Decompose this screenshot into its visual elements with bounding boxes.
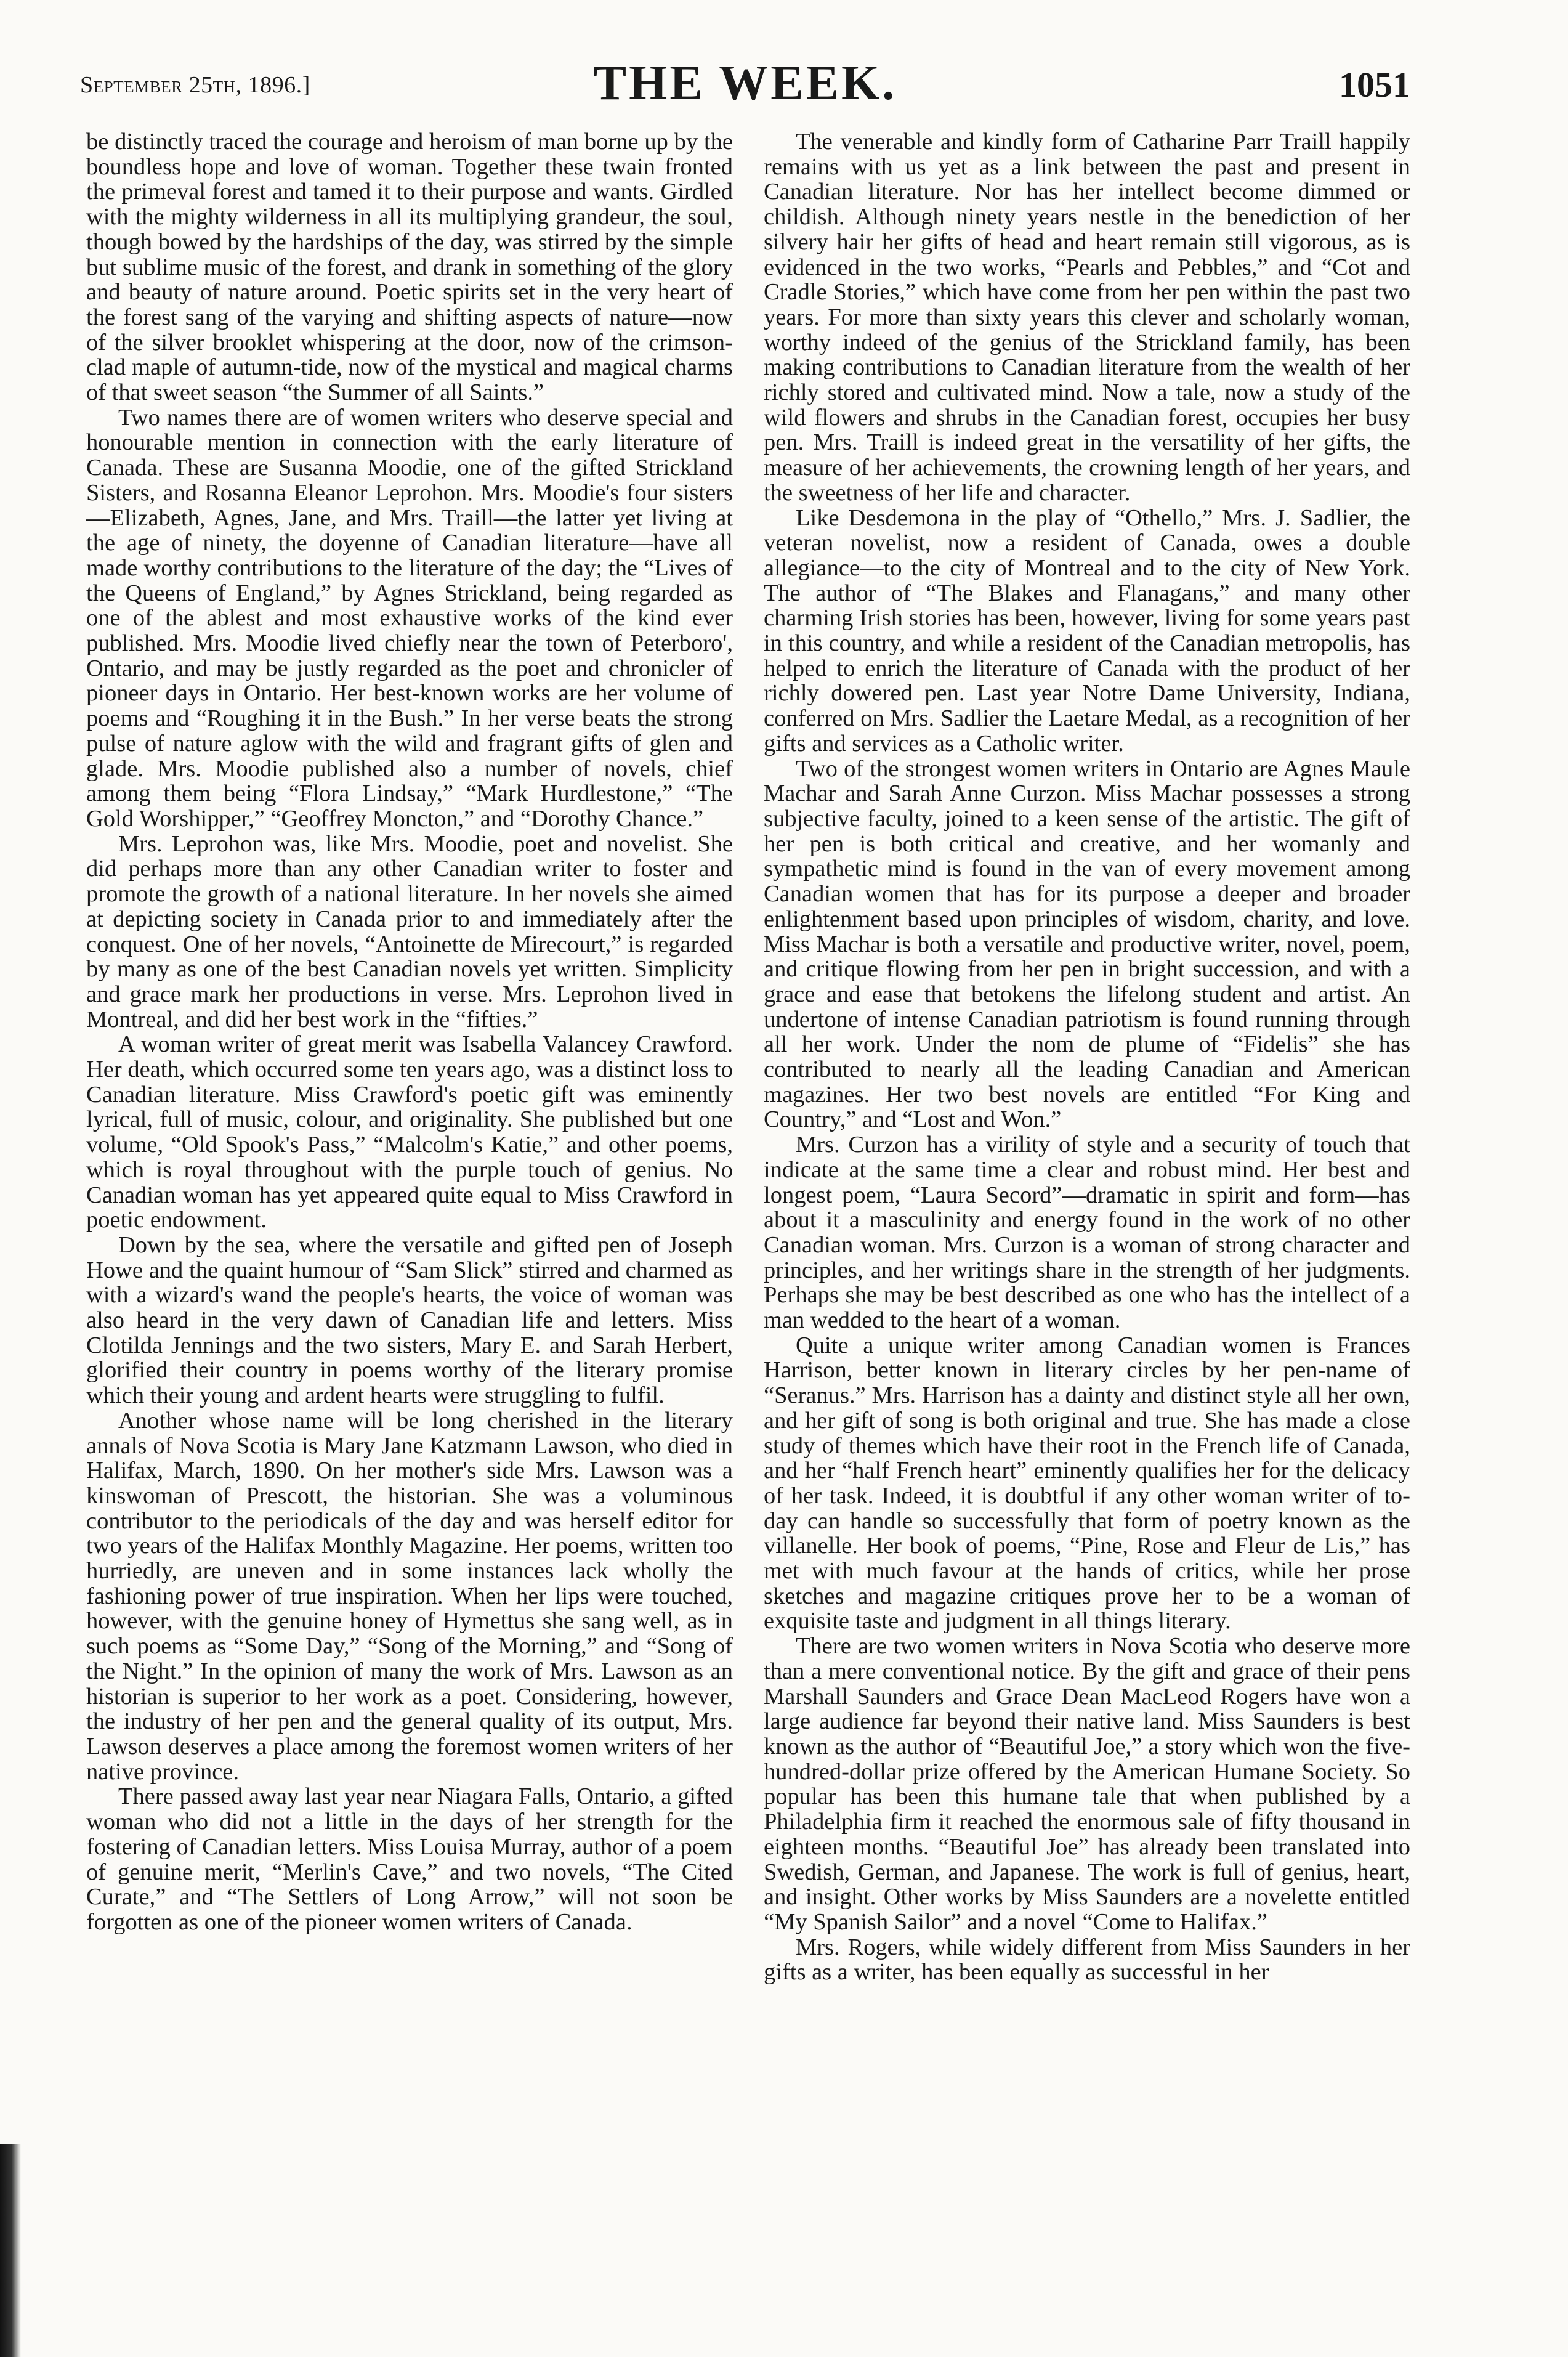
paragraph: There passed away last year near Niagara Falls, Ontario, a gifted woman who did not a little in the days of her strength for the fostering of Canadian letters. Miss Louisa Murray, author of a poem of genuine merit, “Merlin's Cave,” and two novels, “The Cited Curate,” and “The Settlers of Long Arrow,” will not soon be forgotten as one of the pioneer women writers of Canada. xyxy=(86,1783,733,1935)
right-column xyxy=(764,129,1410,2323)
paragraph: Mrs. Leprohon was, like Mrs. Moodie, poet and novelist. She did perhaps more than any other Canadian writer to foster and promote the growth of a national literature. In her novels she aimed at depicting society in Canada prior to and immediately after the conquest. One of her novels, “Antoinette de Mirecourt,” is regarded by many as one of the best Canadian novels yet written. Simplicity and grace mark her productions in verse. Mrs. Leprohon lived in Montreal, and did her best work in the “fifties.” xyxy=(86,830,733,1032)
left-column xyxy=(86,129,733,2323)
masthead-title: THE WEEK. xyxy=(593,56,897,110)
paragraph: Two names there are of women writers who deserve special and honourable mention in connection with the early literature of Canada. These are Susanna Moodie, one of the gifted Strickland Sisters, and Rosanna Eleanor Leprohon. Mrs. Moodie's four sisters—Elizabeth, Agnes, Jane, and Mrs. Traill—the latter yet living at the age of ninety, the doyenne of Canadian literature—have all made worthy contributions to the literature of the day; the “Lives of the Queens of England,” by Agnes Strickland, being regarded as one of the ablest and most exhaustive works of the kind ever published. Mrs. Moodie lived chiefly near the town of Peterboro', Ontario, and may be justly regarded as the poet and chronicler of pioneer days in Ontario. Her best-known works are her volume of poems and “Roughing it in the Bush.” In her verse beats the strong pulse of nature aglow with the wild and fragrant gifts of glen and glade. Mrs. Moodie published also a number of novels, chief among them being “Flora Lindsay,” “Mark Hurdlestone,” “The Gold Worshipper,” “Geoffrey Moncton,” and “Dorothy Chance.” xyxy=(86,404,733,832)
issue-date: September 25th, 1896.] xyxy=(80,72,310,98)
paragraph: Like Desdemona in the play of “Othello,” Mrs. J. Sadlier, the veteran novelist, now a resident of Canada, owes a double allegiance—to the city of Montreal and to the city of New York. The author of “The Blakes and Flanagans,” and many other charming Irish stories has been, however, living for some years past in this country, and while a resident of the Canadian metropolis, has helped to enrich the literature of Canada with the product of her richly dowered pen. Last year Notre Dame University, Indiana, conferred on Mrs. Sadlier the Laetare Medal, as a recognition of her gifts and services as a Catholic writer. xyxy=(764,505,1410,757)
paragraph: Mrs. Rogers, while widely different from Miss Saunders in her gifts as a writer, has been equally as successful in her xyxy=(764,1934,1410,1986)
paragraph: Down by the sea, where the versatile and gifted pen of Joseph Howe and the quaint humour of “Sam Slick” stirred and charmed as with a wizard's wand the people's hearts, the voice of woman was also heard in the very dawn of Canadian life and letters. Miss Clotilda Jennings and the two sisters, Mary E. and Sarah Herbert, glorified their country in poems worthy of the literary promise which their young and ardent hearts were struggling to fulfil. xyxy=(86,1231,733,1409)
paragraph: Quite a unique writer among Canadian women is Frances Harrison, better known in literary circles by her pen-name of “Seranus.” Mrs. Harrison has a dainty and distinct style all her own, and her gift of song is both original and true. She has made a close study of themes which have their root in the French life of Canada, and her “half French heart” eminently qualifies her for the delicacy of her task. Indeed, it is doubtful if any other woman writer of to-day can handle so successfully that form of poetry known as the villanelle. Her book of poems, “Pine, Rose and Fleur de Lis,” has met with much favour at the hands of critics, while her prose sketches and magazine critiques prove her to be a woman of exquisite taste and judgment in all things literary. xyxy=(764,1332,1410,1634)
paragraph: Another whose name will be long cherished in the literary annals of Nova Scotia is Mary Jane Katzmann Lawson, who died in Halifax, March, 1890. On her mother's side Mrs. Lawson was a kinswoman of Prescott, the historian. She was a voluminous contributor to the periodicals of the day and was herself editor for two years of the Halifax Monthly Magazine. Her poems, written too hurriedly, are uneven and in some instances lack wholly the fashioning power of true inspiration. When her lips were touched, however, with the genuine honey of Hymettus she sang well, as in such poems as “Some Day,” “Song of the Morning,” and “Song of the Night.” In the opinion of many the work of Mrs. Lawson as an historian is superior to her work as a poet. Considering, however, the industry of her pen and the general quality of its output, Mrs. Lawson deserves a place among the foremost women writers of her native province. xyxy=(86,1407,733,1785)
paragraph: be distinctly traced the courage and heroism of man borne up by the boundless hope and love of woman. Together these twain fronted the primeval forest and tamed it to their purpose and wants. Girdled with the mighty wilderness in all its multiplying grandeur, the soul, though bowed by the hardships of the day, was stirred by the simple but sublime music of the forest, and drank in something of the glory and beauty of nature around. Poetic spirits set in the very heart of the forest sang of the varying and shifting aspects of nature—now of the silver brooklet whispering at the door, now of the crimson-clad maple of autumn-tide, now of the mystical and magical charms of that sweet season “the Summer of all Saints.” xyxy=(86,129,733,406)
page-header xyxy=(80,55,1410,117)
paragraph: A woman writer of great merit was Isabella Valancey Crawford. Her death, which occurred some ten years ago, was a distinct loss to Canadian literature. Miss Crawford's poetic gift was eminently lyrical, full of music, colour, and originality. She published but one volume, “Old Spook's Pass,” “Malcolm's Katie,” and other poems, which is royal throughout with the purple touch of genius. No Canadian woman has yet appeared quite equal to Miss Crawford in poetic endowment. xyxy=(86,1031,733,1233)
paragraph: Mrs. Curzon has a virility of style and a security of touch that indicate at the same time a clear and robust mind. Her best and longest poem, “Laura Secord”—dramatic in spirit and form—has about it a masculinity and energy found in the work of no other Canadian woman. Mrs. Curzon is a woman of strong character and principles, and her writings share in the strength of her judgments. Perhaps she may be best described as one who has the intellect of a man wedded to the heart of a woman. xyxy=(764,1132,1410,1334)
binding-shadow xyxy=(0,2144,21,2357)
paragraph: Two of the strongest women writers in Ontario are Agnes Maule Machar and Sarah Anne Curzon. Miss Machar possesses a strong subjective faculty, joined to a keen sense of the artistic. The gift of her pen is both critical and creative, and her womanly and sympathetic mind is found in the van of every movement among Canadian women that has for its purpose a deeper and broader enlightenment based upon principles of wisdom, charity, and love. Miss Machar is both a versatile and productive writer, novel, poem, and critique flowing from her pen in bright succession, and with a grace and ease that betokens the lifelong student and artist. An undertone of intense Canadian patriotism is found running through all her work. Under the nom de plume of “Fidelis” she has contributed to nearly all the leading Canadian and American magazines. Her two best novels are entitled “For King and Country,” and “Lost and Won.” xyxy=(764,755,1410,1133)
paragraph: The venerable and kindly form of Catharine Parr Traill happily remains with us yet as a link between the past and present in Canadian literature. Nor has her intellect become dimmed or childish. Although ninety years nestle in the benediction of her silvery hair her gifts of head and heart remain still vigorous, as is evidenced in the two works, “Pearls and Pebbles,” and “Cot and Cradle Stories,” which have come from her pen within the past two years. For more than sixty years this clever and scholarly woman, worthy indeed of the genius of the Strickland family, has been making contributions to Canadian literature from the wealth of her richly stored and cultivated mind. Now a tale, now a study of the wild flowers and shrubs in the Canadian forest, occupies her busy pen. Mrs. Traill is indeed great in the versatility of her gifts, the measure of her achievements, the crowning length of her years, and the sweetness of her life and character. xyxy=(764,129,1410,506)
paragraph: There are two women writers in Nova Scotia who deserve more than a mere conventional notice. By the gift and grace of their pens Marshall Saunders and Grace Dean MacLeod Rogers have won a large audience far beyond their native land. Miss Saunders is best known as the author of “Beautiful Joe,” a story which won the five-hundred-dollar prize offered by the American Humane Society. So popular has been this humane tale that when published by a Philadelphia firm it reached the enormous sale of fifty thousand in eighteen months. “Beautiful Joe” has already been translated into Swedish, German, and Japanese. The work is full of genius, heart, and insight. Other works by Miss Saunders are a novelette entitled “My Spanish Sailor” and a novel “Come to Halifax.” xyxy=(764,1633,1410,1935)
page-number: 1051 xyxy=(1339,65,1410,105)
